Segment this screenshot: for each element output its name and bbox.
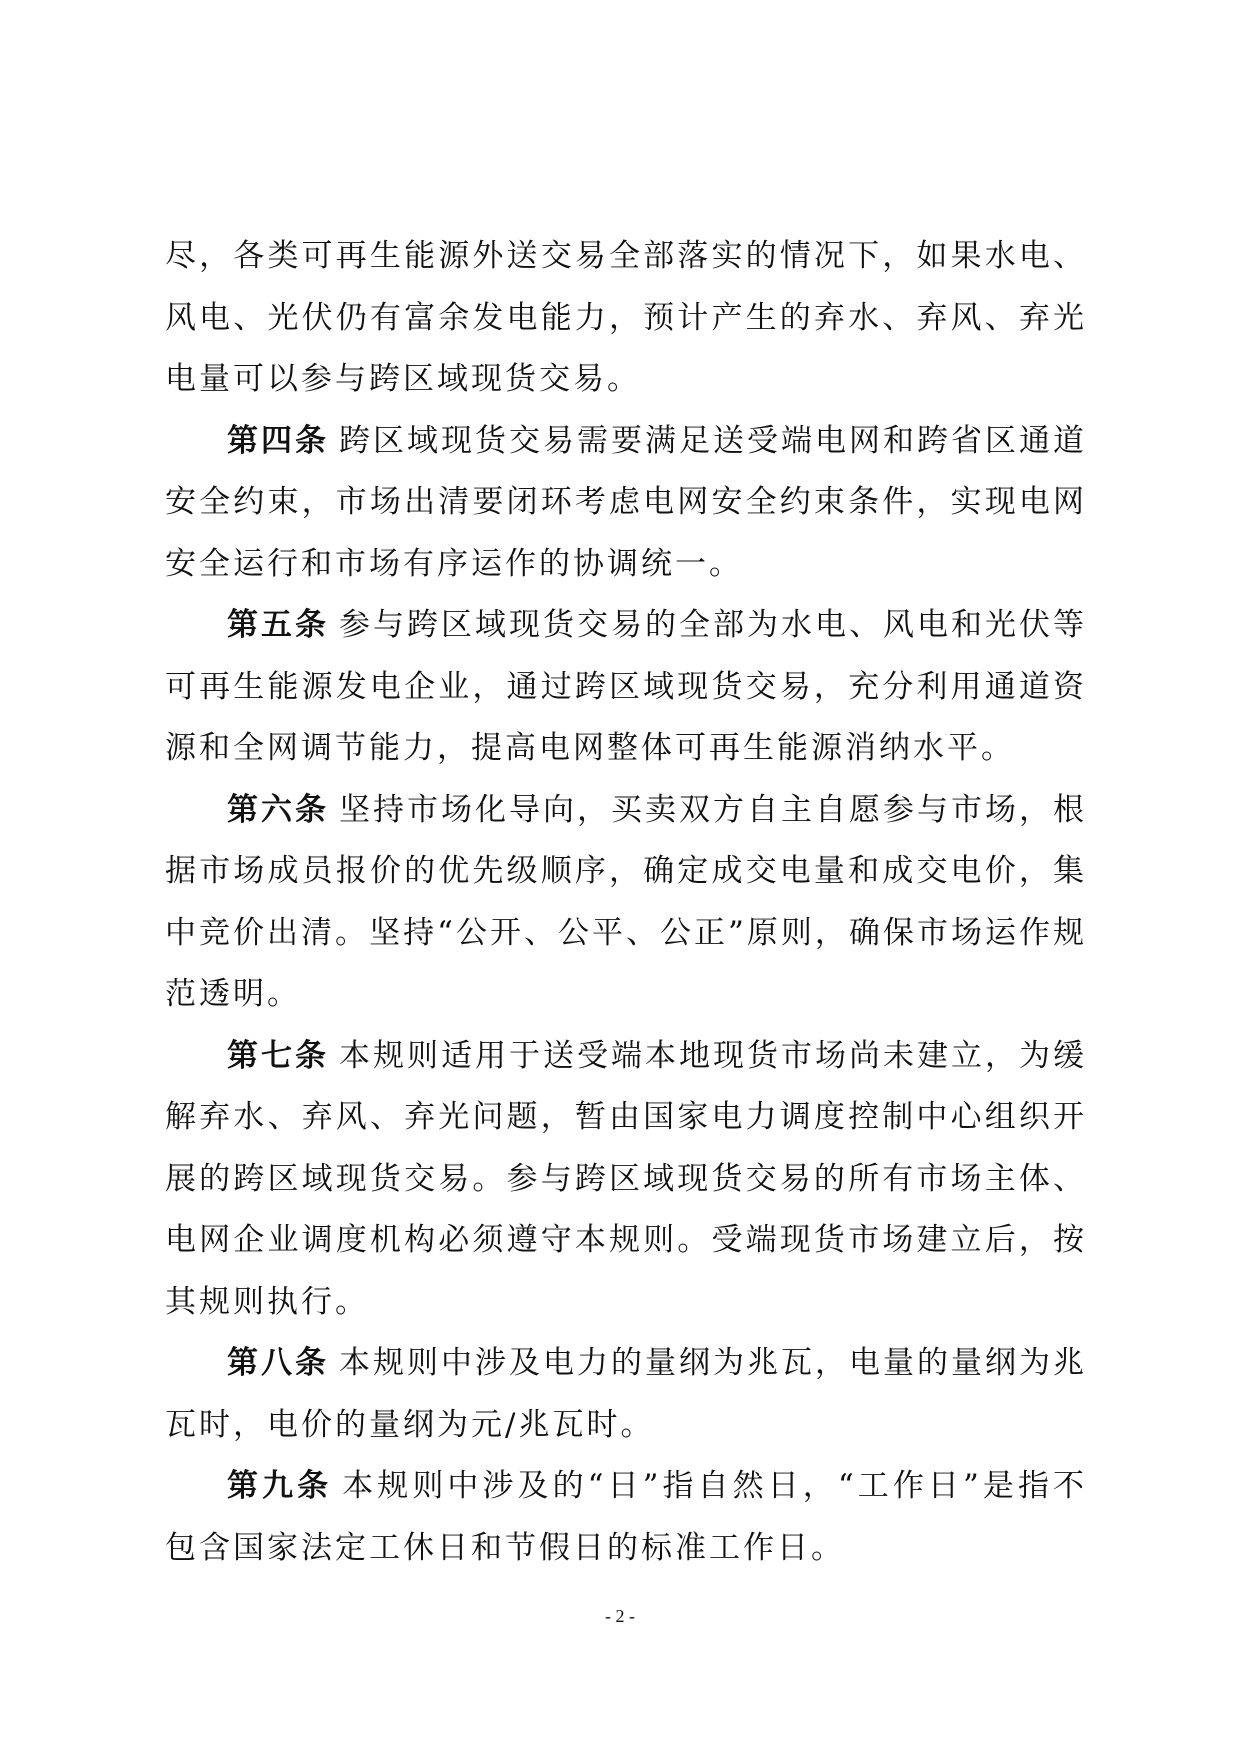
article-number: 第七条 (227, 1037, 329, 1074)
article-text: 坚持市场化导向，买卖双方自主自愿参与市场，根据市场成员报价的优先级顺序，确定成交电量和成交电价，集中竞价出清。坚持“公开、公平、公正”原则，确保市场运作规范透明。 (165, 791, 1087, 1012)
article-text: 本规则适用于送受端本地现货市场尚未建立，为缓解弃水、弃风、弃光问题，暂由国家电力调度控制中心组织开展的跨区域现货交易。参与跨区域现货交易的所有市场主体、电网企业调度机构必须遵守本规则。受端现货市场建立后，按其规则执行。 (165, 1037, 1087, 1320)
article-text: 跨区域现货交易需要满足送受端电网和跨省区通道安全约束，市场出清要闭环考虑电网安全约束条件，实现电网安全运行和市场有序运作的协调统一。 (165, 422, 1087, 582)
article-6 (165, 780, 1087, 1026)
continuation-paragraph: 尽，各类可再生能源外送交易全部落实的情况下，如果水电、风电、光伏仍有富余发电能力，预计产生的弃水、弃风、弃光电量可以参与跨区域现货交易。 (165, 238, 1087, 397)
article-text: 本规则中涉及电力的量纲为兆瓦，电量的量纲为兆瓦时，电价的量纲为元/兆瓦时。 (165, 1345, 1087, 1443)
article-8 (165, 1333, 1087, 1456)
article-text: 参与跨区域现货交易的全部为水电、风电和光伏等可再生能源发电企业，通过跨区域现货交易，充分利用通道资源和全网调节能力，提高电网整体可再生能源消纳水平。 (165, 607, 1087, 766)
article-9 (165, 1456, 1087, 1579)
article-number: 第五条 (227, 607, 329, 643)
article-7 (165, 1026, 1087, 1334)
article-5 (165, 595, 1087, 780)
document-body (165, 226, 1087, 1579)
article-4 (165, 411, 1087, 596)
article-number: 第八条 (227, 1345, 329, 1381)
article-number: 第四条 (227, 422, 329, 459)
article-text: 本规则中涉及的“日”指自然日，“工作日”是指不包含国家法定工休日和节假日的标准工作日。 (165, 1468, 1088, 1566)
page-number: - 2 - (605, 1606, 635, 1626)
article-number: 第九条 (227, 1468, 333, 1504)
article-number: 第六条 (227, 791, 329, 828)
